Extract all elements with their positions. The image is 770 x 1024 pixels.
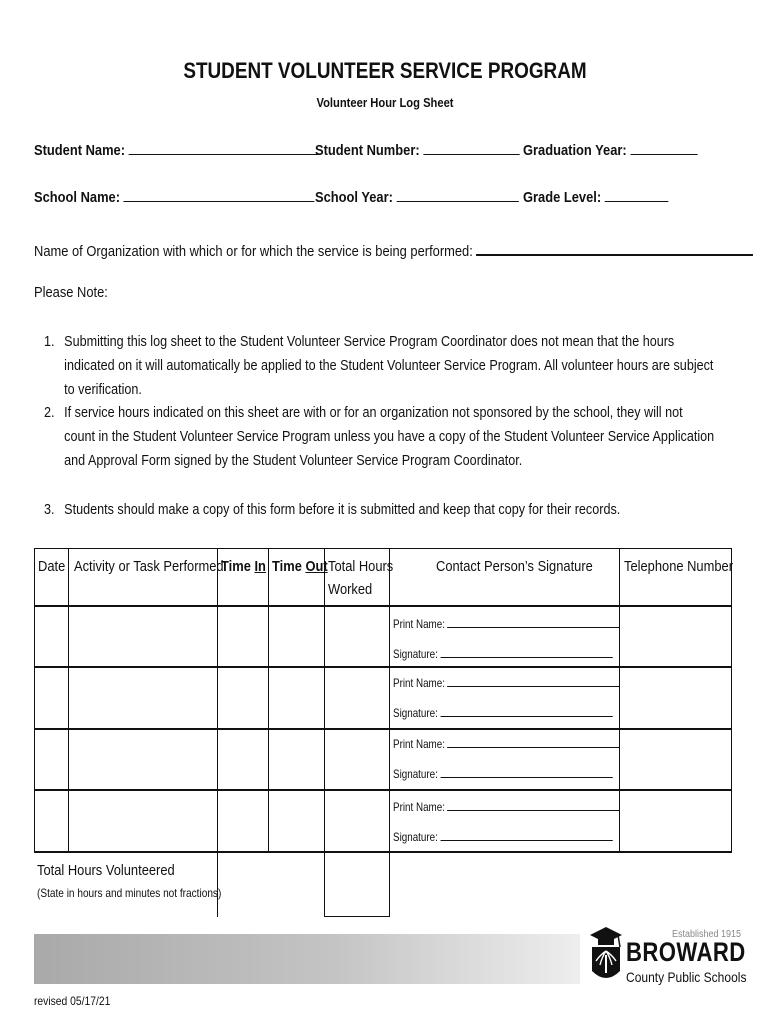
total-hours-label: Total Hours Volunteered bbox=[37, 862, 175, 879]
print-name-label: Print Name: bbox=[393, 800, 445, 814]
note-text-3: Students should make a copy of this form before it is submitted and keep that copy for their records. bbox=[64, 501, 621, 518]
note-number-2: 2. bbox=[44, 404, 55, 421]
note-item-1 bbox=[44, 330, 716, 402]
table-border-right bbox=[731, 548, 732, 852]
print-name-label: Print Name: bbox=[393, 737, 445, 751]
signature-label: Signature: bbox=[393, 647, 438, 661]
signature-label: Signature: bbox=[393, 830, 438, 844]
header-time-out bbox=[272, 556, 328, 578]
student-name-line bbox=[128, 140, 317, 155]
organization-line bbox=[476, 240, 753, 256]
volunteer-log-table bbox=[34, 548, 732, 917]
school-year-line bbox=[396, 187, 518, 202]
print-name-label: Print Name: bbox=[393, 676, 445, 690]
print-name-label: Print Name: bbox=[393, 617, 445, 631]
established-text: Established 1915 bbox=[672, 929, 742, 940]
col-line-date bbox=[68, 548, 69, 852]
grade-level-label: Grade Level: bbox=[523, 189, 602, 206]
signature-field[interactable] bbox=[393, 706, 613, 720]
revision-date: revised 05/17/21 bbox=[34, 994, 111, 1008]
header-time-in bbox=[221, 556, 266, 578]
signature-field[interactable] bbox=[393, 647, 613, 661]
student-number-label: Student Number: bbox=[315, 142, 420, 159]
note-item-3 bbox=[44, 498, 716, 522]
student-number-line bbox=[423, 140, 519, 155]
school-name-label: School Name: bbox=[34, 189, 121, 206]
col-line-time-in bbox=[268, 548, 269, 852]
graduation-year-line bbox=[630, 140, 697, 155]
signature-label: Signature: bbox=[393, 706, 438, 720]
total-hours-note: (State in hours and minutes not fractions) bbox=[37, 886, 222, 900]
table-total-bottom bbox=[324, 916, 390, 917]
table-row-divider-2 bbox=[34, 728, 732, 730]
header-total-hours-line-2: Worked bbox=[328, 581, 373, 598]
school-year-field[interactable] bbox=[315, 187, 518, 206]
print-name-line bbox=[447, 737, 619, 748]
note-text-2: If service hours indicated on this sheet are with or for an organization not sponsored by the school, they will not count in the Student Volunteer Service Program unless you have a copy of the Student Volunteer Service Application and Approval Form signed by the Student Volunteer Service Program Coordinator. bbox=[64, 404, 715, 469]
form-subtitle: Volunteer Hour Log Sheet bbox=[316, 95, 454, 110]
grade-level-field[interactable] bbox=[523, 187, 668, 206]
note-text-1: Submitting this log sheet to the Student Volunteer Service Program Coordinator does not mean that the hours indicated on it will automatically be applied to the Student Volunteer Service Program. All volunteer hours are subject to verification. bbox=[64, 333, 714, 398]
form-title: STUDENT VOLUNTEER SERVICE PROGRAM bbox=[183, 58, 587, 83]
student-number-field[interactable] bbox=[315, 140, 519, 159]
signature-line bbox=[440, 647, 612, 658]
footer-gradient-band bbox=[34, 934, 580, 984]
please-note-heading: Please Note: bbox=[34, 284, 108, 301]
table-border-top bbox=[34, 548, 732, 549]
signature-line bbox=[440, 767, 612, 778]
print-name-field[interactable] bbox=[393, 676, 620, 690]
student-name-label: Student Name: bbox=[34, 142, 126, 159]
note-number-1: 1. bbox=[44, 333, 55, 350]
school-name-line bbox=[123, 187, 314, 202]
header-telephone: Telephone Number bbox=[624, 558, 734, 575]
brand-subtitle: County Public Schools bbox=[626, 969, 747, 985]
header-time-out-prefix: Time bbox=[272, 558, 306, 575]
student-name-field[interactable] bbox=[34, 140, 318, 159]
table-row-divider-1 bbox=[34, 666, 732, 668]
header-time-in-prefix: Time bbox=[221, 558, 255, 575]
header-time-out-suffix: Out bbox=[305, 558, 328, 575]
school-year-label: School Year: bbox=[315, 189, 393, 206]
signature-field[interactable] bbox=[393, 767, 613, 781]
grade-level-line bbox=[605, 187, 669, 202]
graduation-year-label: Graduation Year: bbox=[523, 142, 627, 159]
col-line-time-out bbox=[324, 548, 325, 917]
organization-field[interactable] bbox=[34, 240, 753, 260]
school-name-field[interactable] bbox=[34, 187, 314, 206]
signature-line bbox=[440, 830, 612, 841]
print-name-line bbox=[447, 676, 619, 687]
organization-label: Name of Organization with which or for which the service is being performed: bbox=[34, 243, 473, 260]
signature-field[interactable] bbox=[393, 830, 613, 844]
note-item-2 bbox=[44, 401, 716, 473]
table-row-divider-4 bbox=[34, 851, 732, 853]
header-activity: Activity or Task Performed bbox=[74, 558, 224, 575]
signature-line bbox=[440, 706, 612, 717]
table-row-divider-3 bbox=[34, 789, 732, 791]
print-name-line bbox=[447, 800, 619, 811]
print-name-field[interactable] bbox=[393, 617, 620, 631]
header-date: Date bbox=[38, 558, 66, 575]
table-header-bottom bbox=[34, 605, 732, 607]
brand-name: BROWARD bbox=[626, 937, 746, 967]
print-name-field[interactable] bbox=[393, 737, 620, 751]
note-number-3: 3. bbox=[44, 501, 55, 518]
header-contact-signature: Contact Person’s Signature bbox=[436, 558, 593, 575]
graduation-year-field[interactable] bbox=[523, 140, 697, 159]
header-time-in-suffix: In bbox=[254, 558, 266, 575]
print-name-line bbox=[447, 617, 619, 628]
header-total-hours-line-1: Total Hours bbox=[328, 558, 394, 575]
col-line-activity bbox=[217, 548, 218, 917]
print-name-field[interactable] bbox=[393, 800, 620, 814]
col-line-total-hours bbox=[389, 548, 390, 917]
table-border-left bbox=[34, 548, 35, 852]
signature-label: Signature: bbox=[393, 767, 438, 781]
